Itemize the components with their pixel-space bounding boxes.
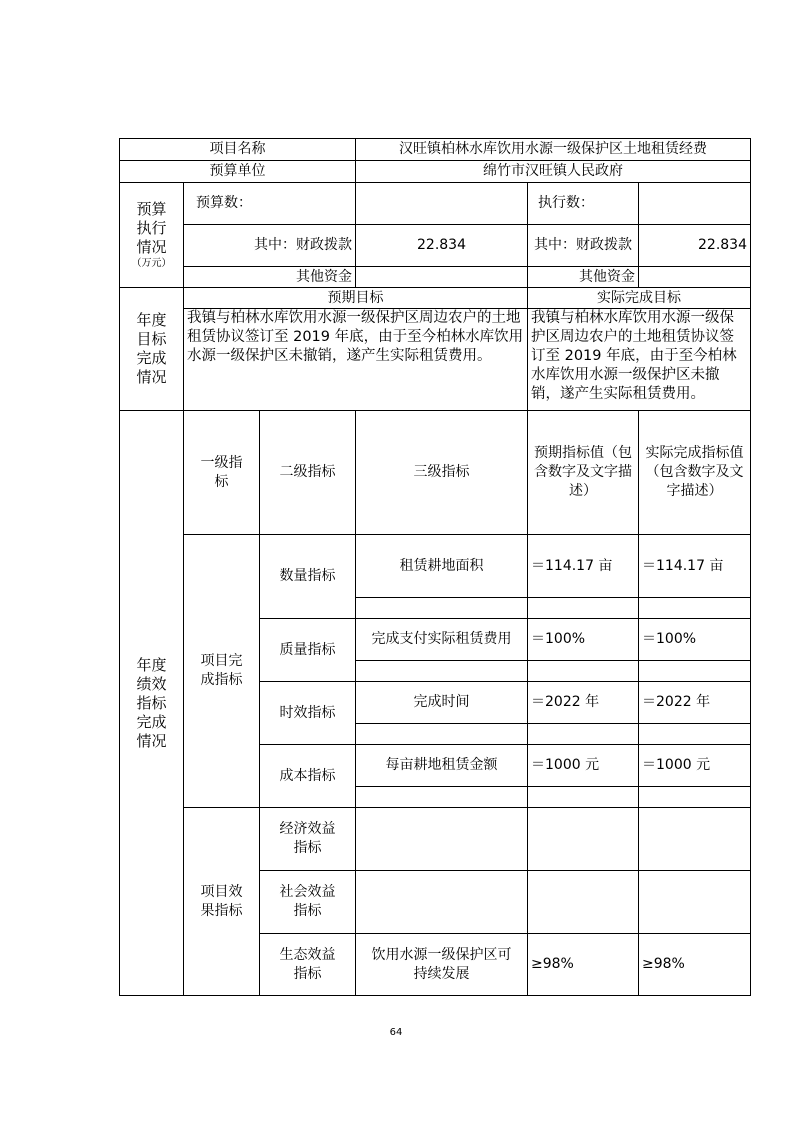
- blank-cell: [528, 724, 639, 745]
- indicator-level2: 质量指标: [260, 619, 356, 682]
- annual-goal-label: 年度目标完成情况: [136, 311, 167, 386]
- blank-cell: [528, 661, 639, 682]
- actual-goal-text: 我镇与柏林水库饮用水源一级保护区周边农户的土地租赁协议签订至 2019 年底，由于至今柏林水库饮用水源一级保护区未撤销，遂产生实际租赁费用。: [528, 309, 751, 411]
- level3-header: 三级指标: [356, 411, 528, 535]
- budget-unit-note: （万元）: [131, 258, 172, 269]
- indicator-level3: 完成时间: [356, 682, 528, 724]
- performance-section-label: 年度绩效指标完成情况: [136, 655, 167, 750]
- fiscal-executed-value: 22.834: [639, 225, 751, 267]
- indicator-level3: [356, 871, 528, 934]
- indicator-expected: ＝2022 年: [528, 682, 639, 724]
- indicator-level2: 社会效益指标: [260, 871, 356, 934]
- annual-goal-section: [120, 288, 184, 411]
- actual-goal-header: 实际完成目标: [528, 288, 751, 309]
- indicator-level3: 租赁耕地面积: [356, 535, 528, 598]
- indicator-actual: ＝114.17 亩: [639, 535, 751, 598]
- blank-cell: [356, 787, 528, 808]
- completion-indicator-label: 项目完成指标: [184, 535, 260, 808]
- indicator-actual: ＝1000 元: [639, 745, 751, 787]
- indicator-level3: 每亩耕地租赁金额: [356, 745, 528, 787]
- project-name-label: 项目名称: [120, 139, 356, 161]
- budget-section-label: 预算执行情况: [136, 200, 167, 256]
- indicator-actual: ＝100%: [639, 619, 751, 661]
- blank-cell: [639, 661, 751, 682]
- effect-indicator-label: 项目效果指标: [184, 808, 260, 996]
- blank-cell: [356, 598, 528, 619]
- budget-unit-value: 绵竹市汉旺镇人民政府: [356, 161, 751, 183]
- budget-execution-section: [120, 183, 184, 288]
- indicator-expected: ≥98%: [528, 934, 639, 996]
- blank-cell: [639, 787, 751, 808]
- blank-cell: [639, 724, 751, 745]
- blank-cell: [528, 787, 639, 808]
- indicator-actual: ≥98%: [639, 934, 751, 996]
- other-funds-executed: [639, 267, 751, 288]
- blank-cell: [356, 661, 528, 682]
- indicator-actual: ＝2022 年: [639, 682, 751, 724]
- indicator-level2: 时效指标: [260, 682, 356, 745]
- page-number: 64: [389, 1027, 403, 1038]
- indicator-level2: 成本指标: [260, 745, 356, 808]
- fiscal-budget-value: 22.834: [356, 225, 528, 267]
- expected-value-header: 预期指标值（包含数字及文字描述）: [528, 411, 639, 535]
- blank-cell: [356, 724, 528, 745]
- performance-evaluation-table: [119, 138, 751, 996]
- indicator-level2: 经济效益指标: [260, 808, 356, 871]
- indicator-level2: 生态效益指标: [260, 934, 356, 996]
- indicator-expected: ＝1000 元: [528, 745, 639, 787]
- indicator-expected: ＝100%: [528, 619, 639, 661]
- indicator-level3: 完成支付实际租赁费用: [356, 619, 528, 661]
- blank-cell: [639, 598, 751, 619]
- project-name-value: 汉旺镇柏林水库饮用水源一级保护区土地租赁经费: [356, 139, 751, 161]
- fiscal-allocation-label: 其中：财政拨款: [184, 225, 356, 267]
- expected-goal-header: 预期目标: [184, 288, 528, 309]
- budget-amount-label: 预算数：: [184, 183, 356, 225]
- actual-value-header: 实际完成指标值（包含数字及文字描述）: [639, 411, 751, 535]
- indicator-level2: 数量指标: [260, 535, 356, 619]
- indicator-actual: [639, 808, 751, 871]
- level1-header: 一级指标: [184, 411, 260, 535]
- other-funds-label-2: 其他资金: [528, 267, 639, 288]
- indicator-level3: [356, 808, 528, 871]
- indicator-expected: [528, 871, 639, 934]
- indicator-actual: [639, 871, 751, 934]
- indicator-expected: [528, 808, 639, 871]
- performance-section: [120, 411, 184, 996]
- executed-amount-label: 执行数：: [528, 183, 639, 225]
- indicator-level3: 饮用水源一级保护区可持续发展: [356, 934, 528, 996]
- expected-goal-text: 我镇与柏林水库饮用水源一级保护区周边农户的土地租赁协议签订至 2019 年底，由于至今柏林水库饮用水源一级保护区未撤销，遂产生实际租赁费用。: [184, 309, 528, 411]
- level2-header: 二级指标: [260, 411, 356, 535]
- other-funds-budget: [356, 267, 528, 288]
- fiscal-allocation-label-2: 其中：财政拨款: [528, 225, 639, 267]
- indicator-expected: ＝114.17 亩: [528, 535, 639, 598]
- budget-amount-value: [356, 183, 528, 225]
- budget-unit-label: 预算单位: [120, 161, 356, 183]
- other-funds-label: 其他资金: [184, 267, 356, 288]
- executed-amount-value: [639, 183, 751, 225]
- blank-cell: [528, 598, 639, 619]
